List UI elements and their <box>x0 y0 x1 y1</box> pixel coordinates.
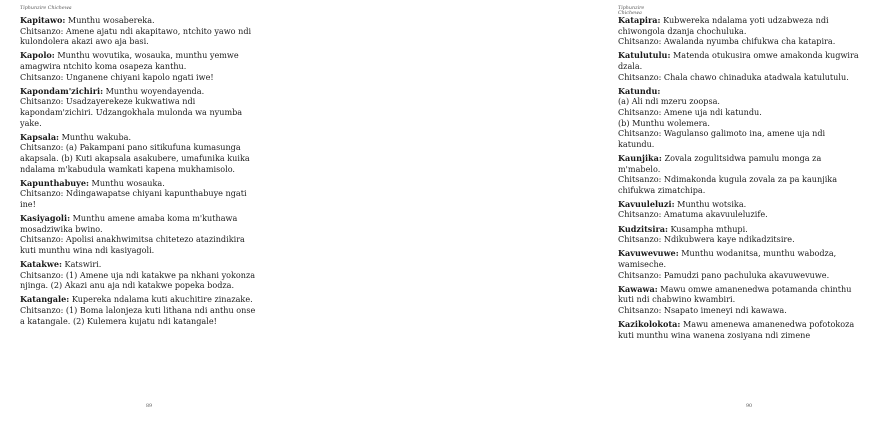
entry-line: a katangale. (2) Kulemera kujatu ndi katangale! <box>20 315 217 326</box>
entry-line: yake. <box>20 117 42 128</box>
dictionary-entry <box>618 15 882 47</box>
dictionary-entry <box>20 15 284 47</box>
entry-line: Chitsanzo: (a) Pakampani pano sitikufuna kumasunga <box>20 142 241 153</box>
entry-line: Chitsanzo: Wagulanso galimoto ina, amene uja ndi <box>618 128 826 139</box>
definition: Kubwereka ndalama yoti udzabweza ndi <box>660 15 829 25</box>
page-number: 89 <box>146 404 153 409</box>
entry-line: Chitsanzo: Apolisi anakhwimitsa chitetezo atazindikira <box>20 234 245 245</box>
page-number: 90 <box>746 404 753 409</box>
definition: Zovala zogulitsidwa pamulu monga za <box>661 152 822 163</box>
headword: Kapsala: <box>20 131 60 142</box>
dictionary-entries <box>618 15 882 344</box>
dictionary-entry <box>618 224 882 245</box>
headword: Kazikolokota: <box>618 319 681 330</box>
entry-line: (b) Munthu wolemera. <box>618 117 710 128</box>
dictionary-entry <box>618 50 882 82</box>
entry-line: dzala. <box>618 60 643 71</box>
running-head: Tiphunzire Chichewa <box>20 6 72 11</box>
dictionary-entry <box>20 132 284 174</box>
headword: Katakwe: <box>20 259 62 270</box>
dictionary-entry <box>618 284 882 316</box>
definition: Munthu wosabereka. <box>65 15 155 25</box>
entry-line: kuti ndi chabwino kwambiri. <box>618 294 736 305</box>
entry-line: Chitsanzo: (1) Boma lalonjeza kuti lithana ndi anthu onse <box>20 305 256 315</box>
dictionary-entry <box>20 213 284 255</box>
definition: Kupereka ndalama kuti akuchitire zinazake. <box>69 294 253 305</box>
dictionary-entry <box>618 86 882 150</box>
entry-line: wamiseche. <box>618 259 667 270</box>
headword: Kavuuleluzi: <box>618 198 675 209</box>
dictionary-entry <box>20 86 284 128</box>
dictionary-entry <box>618 153 882 195</box>
entry-line: Chitsanzo: Awalanda nyumba chifukwa cha katapira. <box>618 36 836 47</box>
entry-line: njinga. (2) Akazi anu aja ndi katakwe popeka bodza. <box>20 280 235 291</box>
headword: Kapolo: <box>20 50 55 61</box>
definition: Mawu amenewa amanenedwa pofotokoza <box>680 319 855 330</box>
definition: Munthu wosauka. <box>88 177 165 188</box>
running-head: Tiphunzire Chichewa <box>618 6 645 16</box>
entry-line: Chitsanzo: Usadzayerekeze kukwatiwa ndi <box>20 96 196 107</box>
entry-line: kulondolera akazi awo aja basi. <box>20 36 149 47</box>
entry-line: Chitsanzo: Amene ajatu ndi akapitawo, ntchito yawo ndi <box>20 25 252 36</box>
headword: Katulutulu: <box>618 50 671 61</box>
headword: Kapitawo: <box>20 15 66 25</box>
entry-line: Chitsanzo: (1) Amene uja ndi katakwe pa nkhani yokonza <box>20 269 256 280</box>
entry-line: Chitsanzo: Unganene chiyani kapolo ngati iwe! <box>20 71 214 82</box>
entry-line: kapondam'zichiri. Udzangokhala mulonda wa nyumba <box>20 106 243 117</box>
dictionary-entry <box>20 50 284 82</box>
entry-line: Chitsanzo: Pamudzi pano pachuluka akavuwevuwe. <box>618 269 830 280</box>
entry-line: Chitsanzo: Nsapato imeneyi ndi kawawa. <box>618 305 787 315</box>
entry-line: kuti munthu wina wanena zosiyana ndi zimene <box>618 329 811 340</box>
definition: Katswiri. <box>61 259 102 270</box>
entry-line: Chitsanzo: Chala chawo chinaduka atadwala katulutulu. <box>618 71 849 82</box>
dictionary-entry <box>618 319 882 340</box>
definition: Matenda otukusira omwe amakonda kugwira <box>670 50 859 61</box>
headword: Katangale: <box>20 294 70 305</box>
entry-line: Chitsanzo: Ndimakonda kugula zovala za pa kaunjika <box>618 174 838 185</box>
entry-line: amagwira ntchito koma osapeza kanthu. <box>20 60 187 71</box>
definition: Munthu woyendayenda. <box>103 85 205 96</box>
dictionary-entry <box>618 199 882 220</box>
definition: Mawu omwe amanenedwa potamanda chinthu <box>657 283 852 294</box>
headword: Kapunthabuye: <box>20 177 89 188</box>
entry-line: Chitsanzo: Ndingawapatse chiyani kapunthabuye ngati <box>20 188 247 199</box>
entry-line: m'mabelo. <box>618 163 661 174</box>
definition: Munthu wakuba. <box>59 131 132 142</box>
entry-line: Chitsanzo: Amatuma akavuuleluzife. <box>618 209 768 220</box>
entry-line: katundu. <box>618 138 655 149</box>
dictionary-entry <box>618 248 882 280</box>
left-page <box>0 0 300 424</box>
dictionary-entry <box>20 259 284 291</box>
headword: Kawawa: <box>618 283 658 294</box>
entry-line: chifukwa zimatchipa. <box>618 184 706 195</box>
definition: Munthu amene amaba koma m'kuthawa <box>70 213 238 224</box>
dictionary-entries <box>20 15 284 330</box>
entry-line: ndalama m'kabudula wamkati kapena mukhamisolo. <box>20 163 236 174</box>
definition: Munthu wodanitsa, munthu wabodza, <box>678 248 837 259</box>
dictionary-entry <box>20 294 284 326</box>
entry-line: Chitsanzo: Ndikubwera kaye ndikadzitsire. <box>618 234 795 245</box>
headword: Katapira: <box>618 15 661 25</box>
headword: Kaunjika: <box>618 152 662 163</box>
entry-line: Chitsanzo: Amene uja ndi katundu. <box>618 106 762 117</box>
definition: Kusampha mthupi. <box>667 223 748 234</box>
definition: Munthu wotsika. <box>674 198 747 209</box>
headword: Kavuwevuwe: <box>618 248 679 259</box>
headword: Kudzitsira: <box>618 223 668 234</box>
entry-line: chiwongola dzanja chochuluka. <box>618 25 747 36</box>
entry-line: ine! <box>20 198 36 209</box>
headword: Katundu: <box>618 85 661 96</box>
definition: Munthu wovutika, wosauka, munthu yemwe <box>54 50 239 61</box>
headword: Kasiyagoli: <box>20 213 71 224</box>
right-page <box>300 0 859 424</box>
entry-line: mosadziwika bwino. <box>20 223 103 234</box>
entry-line: (a) Ali ndi mzeru zoopsa. <box>618 96 720 107</box>
headword: Kapondam'zichiri: <box>20 85 104 96</box>
entry-line: kuti munthu wina ndi kasiyagoli. <box>20 244 155 255</box>
entry-line: akapsala. (b) Kuti akapsala asakubere, umafunika kuika <box>20 152 250 163</box>
dictionary-entry <box>20 178 284 210</box>
